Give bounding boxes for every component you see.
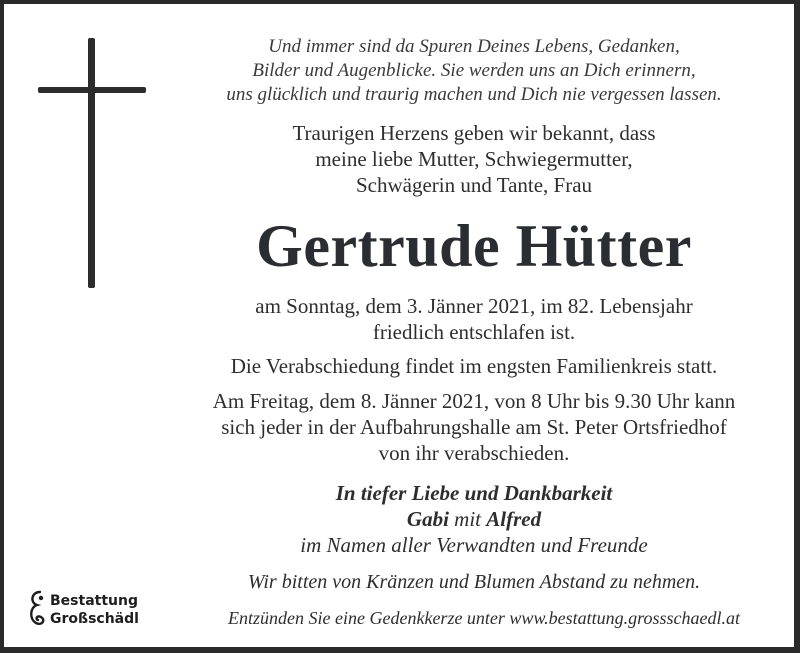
signature-name-2: Alfred: [486, 507, 542, 531]
logo-line-1: Bestattung: [50, 593, 138, 609]
bestattung-logo-icon: [26, 589, 48, 629]
viewing-line-3: von ihr verabschieden.: [378, 441, 570, 465]
signature-connector: mit: [454, 507, 481, 531]
signature-name-1: Gabi: [406, 507, 449, 531]
signature-line-3: im Namen aller Verwandten und Freunde: [300, 533, 648, 557]
cross-icon: [38, 38, 146, 288]
bestattung-logo: [26, 589, 166, 639]
quote-line-2: Bilder und Augenblicke. Sie werden uns an Dich erinnern,: [252, 60, 696, 81]
logo-line-2: Großschädl: [50, 611, 139, 627]
viewing-line-1: Am Freitag, dem 8. Jänner 2021, von 8 Uhr bis 9.30 Uhr kann: [212, 389, 736, 413]
cross-vertical-bar: [88, 38, 95, 288]
candle-note: Entzünden Sie eine Gedenkkerze unter www.bestattung.grossschaedl.at: [228, 608, 740, 628]
viewing-line-2: sich jeder in der Aufbahrungshalle am St. Peter Ortsfriedhof: [221, 415, 727, 439]
cross-horizontal-bar: [38, 87, 146, 93]
deceased-name: Gertrude Hütter: [256, 213, 692, 279]
flowers-note: Wir bitten von Kränzen und Blumen Abstand zu nehmen.: [247, 571, 701, 593]
announcement-line-2: meine liebe Mutter, Schwiegermutter,: [315, 147, 633, 171]
death-info-line-2: friedlich entschlafen ist.: [372, 320, 576, 344]
signature-names: [154, 507, 794, 532]
death-info-line-1: am Sonntag, dem 3. Jänner 2021, im 82. Lebensjahr: [255, 294, 693, 318]
signature-dedication: In tiefer Liebe und Dankbarkeit: [335, 481, 613, 505]
announcement-line-3: Schwägerin und Tante, Frau: [355, 173, 593, 197]
farewell-text: Die Verabschiedung findet im engsten Familienkreis statt.: [230, 354, 718, 378]
quote-line-3: uns glücklich und traurig machen und Dich nie vergessen lassen.: [226, 84, 722, 105]
announcement-line-1: Traurigen Herzens geben wir bekannt, dass: [292, 121, 656, 145]
signature-line-1: [154, 481, 794, 506]
quote-line-1: Und immer sind da Spuren Deines Lebens, Gedanken,: [268, 36, 680, 57]
